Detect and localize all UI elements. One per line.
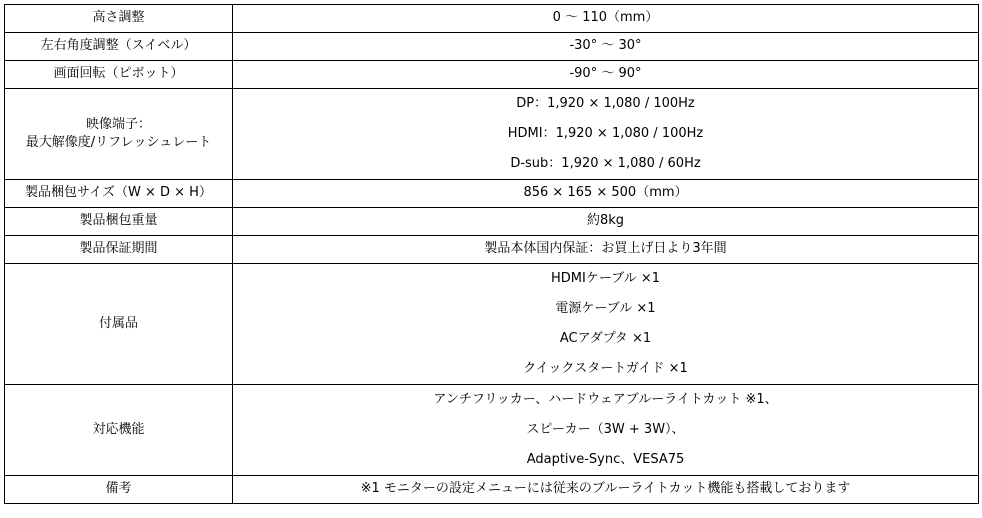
row-label: 製品梱包重量 xyxy=(5,208,233,236)
row-value-line: D-sub：1,920 × 1,080 / 60Hz xyxy=(510,156,701,171)
row-value-line: HDMIケーブル ×1 xyxy=(551,271,660,286)
spec-table xyxy=(4,4,979,504)
table-row-features xyxy=(5,385,979,476)
row-value-line: Adaptive-Sync、VESA75 xyxy=(526,452,685,467)
row-value-line: 電源ケーブル ×1 xyxy=(555,301,656,316)
row-value-line: アンチフリッカー、ハードウェアブルーライトカット ※1、 xyxy=(433,392,778,407)
row-label: 備考 xyxy=(5,476,233,504)
table-row-package-size xyxy=(5,180,979,208)
table-row-warranty xyxy=(5,236,979,264)
row-value: 856 × 165 × 500（mm） xyxy=(233,180,979,208)
row-value-line: クイックスタートガイド ×1 xyxy=(523,361,688,376)
row-label: 高さ調整 xyxy=(5,5,233,33)
row-label: 左右角度調整（スイベル） xyxy=(5,33,233,61)
row-label: 製品保証期間 xyxy=(5,236,233,264)
row-value-line: スピーカー（3W + 3W）、 xyxy=(526,422,685,437)
row-value: -90° ～ 90° xyxy=(233,61,979,89)
table-row-height-adjust xyxy=(5,5,979,33)
table-row-swivel xyxy=(5,33,979,61)
row-value: 約8kg xyxy=(233,208,979,236)
row-label-line: 最大解像度/リフレッシュレート xyxy=(25,135,212,150)
row-value: -30° ～ 30° xyxy=(233,33,979,61)
row-value-line: DP：1,920 × 1,080 / 100Hz xyxy=(516,96,695,111)
row-value: 0 ～ 110（mm） xyxy=(233,5,979,33)
table-row-accessories xyxy=(5,264,979,385)
table-row-notes xyxy=(5,476,979,504)
row-value xyxy=(233,385,979,476)
row-label-line: 映像端子： xyxy=(85,117,151,132)
row-value-line: ACアダプタ ×1 xyxy=(559,331,652,346)
table-row-package-weight xyxy=(5,208,979,236)
row-label: 対応機能 xyxy=(5,385,233,476)
row-label: 付属品 xyxy=(5,264,233,385)
row-label xyxy=(5,89,233,180)
row-value xyxy=(233,89,979,180)
row-value: 製品本体国内保証：お買上げ日より3年間 xyxy=(233,236,979,264)
table-row-video-ports xyxy=(5,89,979,180)
row-value-line: HDMI：1,920 × 1,080 / 100Hz xyxy=(507,126,704,141)
row-value xyxy=(233,264,979,385)
table-row-pivot xyxy=(5,61,979,89)
row-label: 画面回転（ピボット） xyxy=(5,61,233,89)
row-value: ※1 モニターの設定メニューには従来のブルーライトカット機能も搭載しております xyxy=(233,476,979,504)
row-label: 製品梱包サイズ（W × D × H） xyxy=(5,180,233,208)
